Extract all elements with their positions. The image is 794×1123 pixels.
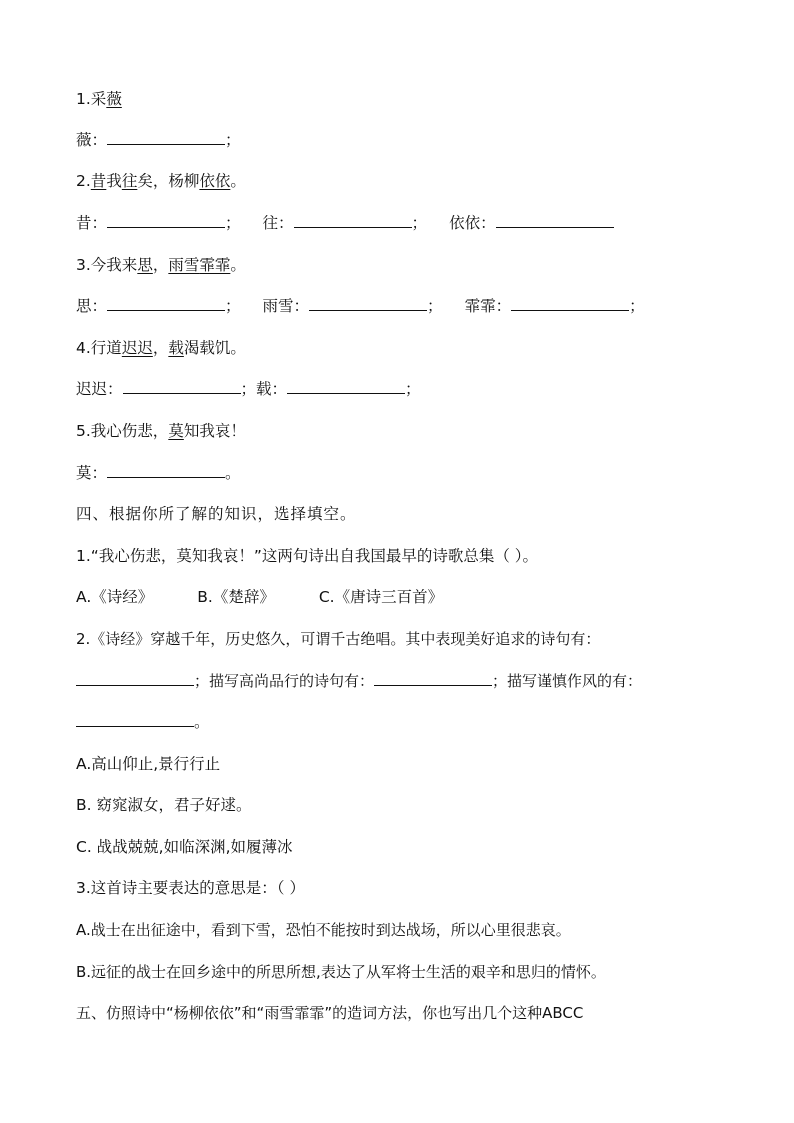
s4-question-1: 1.“我心伤悲，莫知我哀！”这两句诗出自我国最早的诗歌总集（ ）。 xyxy=(76,547,539,565)
item-3-title: 3.今我来思，雨雪霏霏。 xyxy=(76,256,246,274)
option-c[interactable]: C.《唐诗三百首》 xyxy=(318,588,444,606)
item-4-title: 4.行道迟迟，载渴载饥。 xyxy=(76,339,246,357)
answer-blank[interactable] xyxy=(107,212,225,228)
answer-blank[interactable] xyxy=(76,711,194,727)
s4-question-3: 3.这首诗主要表达的意思是：（ ） xyxy=(76,879,305,897)
answer-blank[interactable] xyxy=(496,212,614,228)
answer-blank[interactable] xyxy=(107,462,225,478)
answer-blank[interactable] xyxy=(374,670,492,686)
section-5-heading: 五、仿照诗中“杨柳依依”和“雨雪霏霏”的造词方法，你也写出几个这种ABCC xyxy=(76,1004,584,1022)
item-5-answer: 莫： 。 xyxy=(76,464,241,482)
underlined-word: 莫 xyxy=(168,422,184,440)
s4-option-b: B. 窈窕淑女，君子好逑。 xyxy=(76,796,252,814)
s4-question-3-option-a[interactable]: A.战士在出征途中，看到下雪，恐怕不能按时到达战场，所以心里很悲哀。 xyxy=(76,921,571,939)
underlined-word: 思 xyxy=(137,256,153,274)
underlined-word: 雨雪 xyxy=(168,256,200,274)
item-4-answer: 迟迟： ；载： ； xyxy=(76,380,421,398)
s4-question-2: 2.《诗经》穿越千年，历史悠久，可谓千古绝唱。其中表现美好追求的诗句有： xyxy=(76,630,601,648)
s4-question-2-line2: ；描写高尚品行的诗句有： ；描写谨慎作风的有： xyxy=(76,670,724,692)
underlined-word: 迟迟 xyxy=(121,339,153,357)
underlined-word: 往 xyxy=(121,172,138,190)
item-2-answer: 昔： ； 往： ； 依依： xyxy=(76,212,724,234)
answer-blank[interactable] xyxy=(76,670,194,686)
option-a[interactable]: A.《诗经》 xyxy=(76,588,154,606)
s4-option-c: C. 战战兢兢,如临深渊,如履薄冰 xyxy=(76,838,293,856)
underlined-word: 依依 xyxy=(199,172,231,190)
item-1-title: 1.采薇 xyxy=(76,90,122,108)
answer-blank[interactable] xyxy=(107,129,225,145)
item-1-answer: 薇： ； xyxy=(76,131,241,149)
s4-question-3-option-b[interactable]: B.远征的战士在回乡途中的所思所想,表达了从军将士生活的艰辛和思归的情怀。 xyxy=(76,963,606,981)
answer-blank[interactable] xyxy=(287,378,405,394)
answer-blank[interactable] xyxy=(107,295,225,311)
answer-blank[interactable] xyxy=(123,378,241,394)
s4-question-2-line3: 。 xyxy=(76,711,724,733)
underlined-word: 昔 xyxy=(90,172,107,190)
item-2-title: 2.昔我往矣，杨柳依依。 xyxy=(76,172,246,190)
underlined-word: 霏霏 xyxy=(199,256,231,274)
item-3-answer: 思： ； 雨雪： ； 霏霏： ； xyxy=(76,297,645,315)
underlined-word: 薇 xyxy=(106,90,122,108)
answer-blank[interactable] xyxy=(511,295,629,311)
s4-question-1-options xyxy=(76,586,724,608)
section-4-heading: 四、根据你所了解的知识，选择填空。 xyxy=(76,505,357,523)
underlined-word: 载 xyxy=(168,339,184,357)
option-b[interactable]: B.《楚辞》 xyxy=(197,588,275,606)
item-5-title: 5.我心伤悲，莫知我哀！ xyxy=(76,422,246,440)
answer-blank[interactable] xyxy=(294,212,412,228)
answer-blank[interactable] xyxy=(309,295,427,311)
s4-option-a: A.高山仰止,景行行止 xyxy=(76,755,221,773)
